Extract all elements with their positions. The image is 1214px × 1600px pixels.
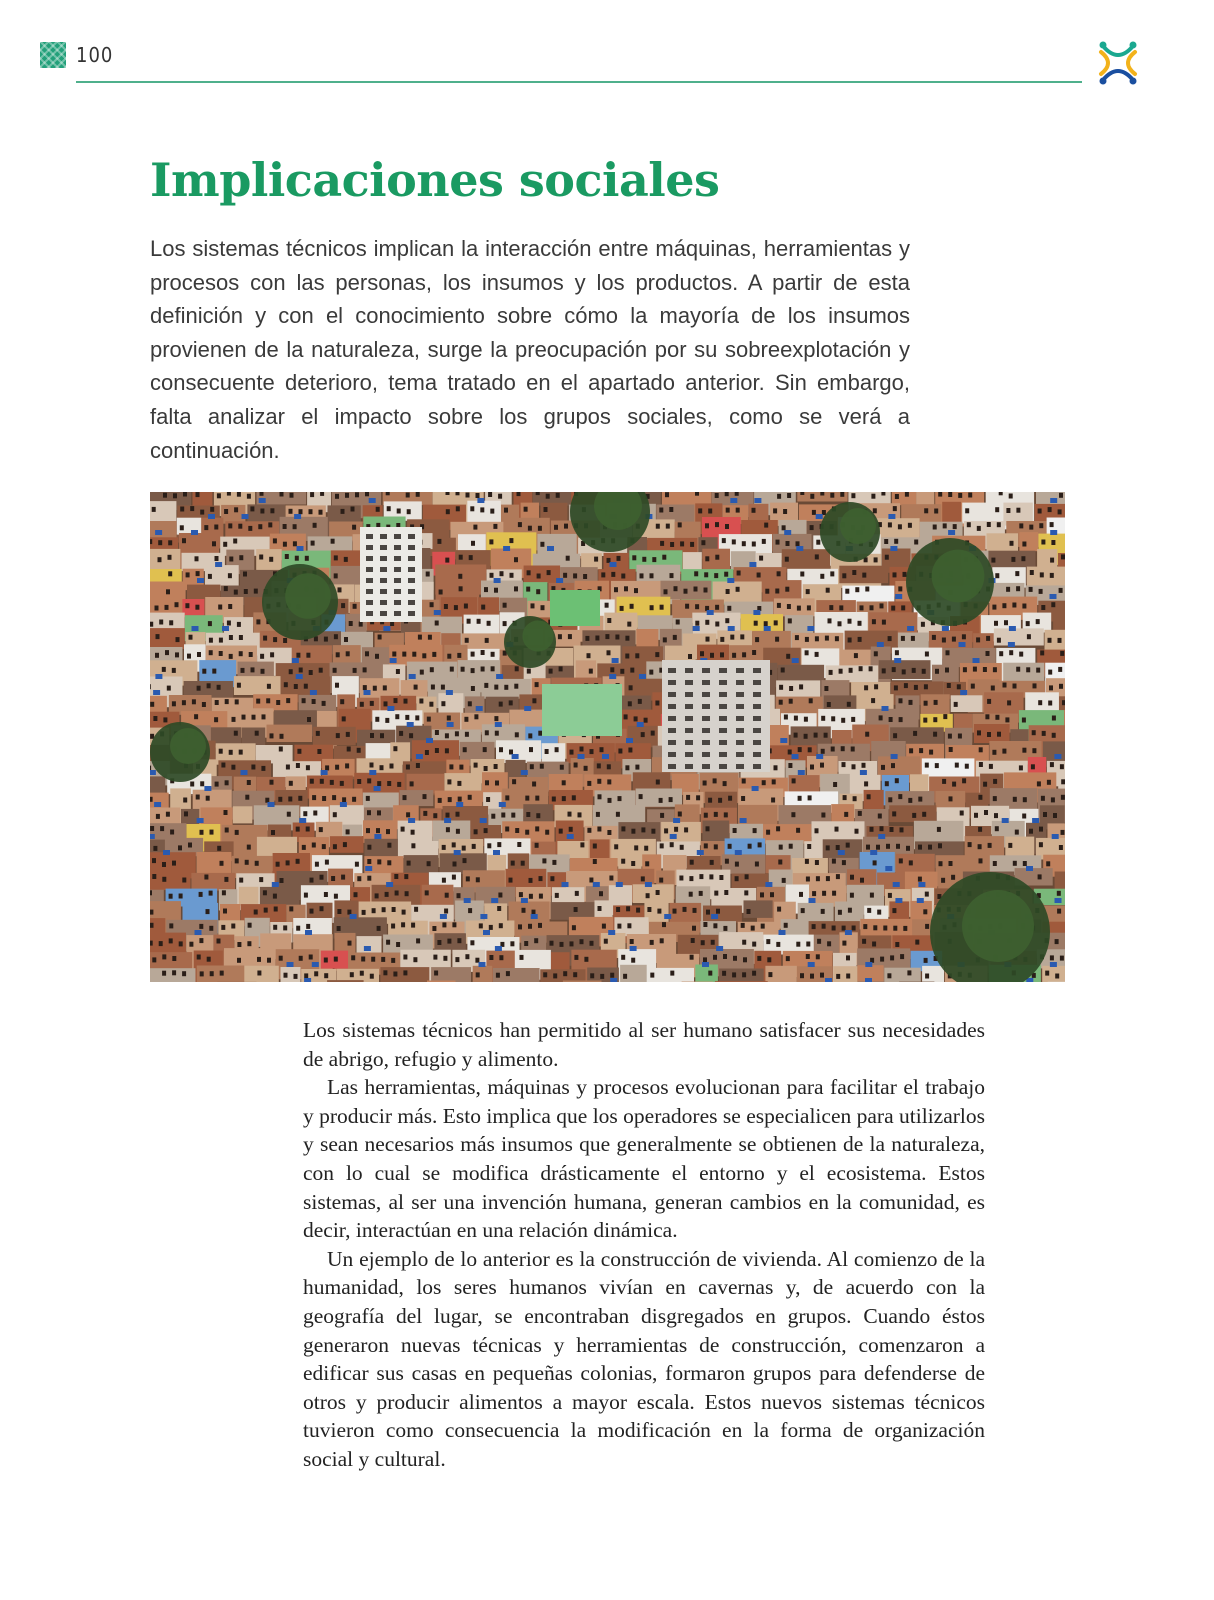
- intro-paragraph: Los sistemas técnicos implican la interacción entre máquinas, herramientas y procesos con las personas, los insumos y los productos. A partir de esta definición y con el conocimiento sobre cómo la mayoría de los insumos provienen de la naturaleza, surge la preocupación por su sobreexplotación y consecuente deterioro, tema tratado en el apartado anterior. Sin embargo, falta analizar el impacto sobre los grupos sociales, como se verá a continuación.: [150, 236, 910, 463]
- interlinked-figures-logo-icon: [1093, 38, 1143, 88]
- body-paragraph: Los sistemas técnicos han permitido al ser humano satisfacer sus necesidades de abrigo, refugio y alimento.: [303, 1018, 985, 1071]
- body-paragraph: Las herramientas, máquinas y procesos evolucionan para facilitar el trabajo y producir más. Esto implica que los operadores se especialicen para utilizarlos y sean necesarios más insumos que generalmente se obtienen de la naturaleza, con lo cual se modifica drásticamente el entorno y el ecosistema. Estos sistemas, al ser una invención humana, generan cambios en la comunidad, es decir, interactúan en una relación dinámica.: [303, 1075, 985, 1243]
- body-paragraph: Un ejemplo de lo anterior es la construcción de vivienda. Al comienzo de la humanidad, los seres humanos vivían en cavernas y, de acuerdo con la geografía del lugar, se encontraban disgregados en grupos. Cuando éstos generaron nuevas técnicas y herramientas de construcción, comenzaron a edificar sus casas en pequeñas colonias, formaron grupos para defenderse de otros y producir alimentos a mayor escala. Estos nuevos sistemas técnicos tuvieron como consecuencia la modificación en la forma de organización social y cultural.: [303, 1246, 985, 1471]
- header-rule: [76, 81, 1082, 83]
- section-title: Implicaciones sociales: [150, 153, 720, 207]
- page-number: 100: [76, 43, 114, 67]
- header-pattern-icon: [40, 42, 66, 68]
- body-text: [303, 1016, 985, 1474]
- hillside-favela-photo: [150, 492, 1065, 982]
